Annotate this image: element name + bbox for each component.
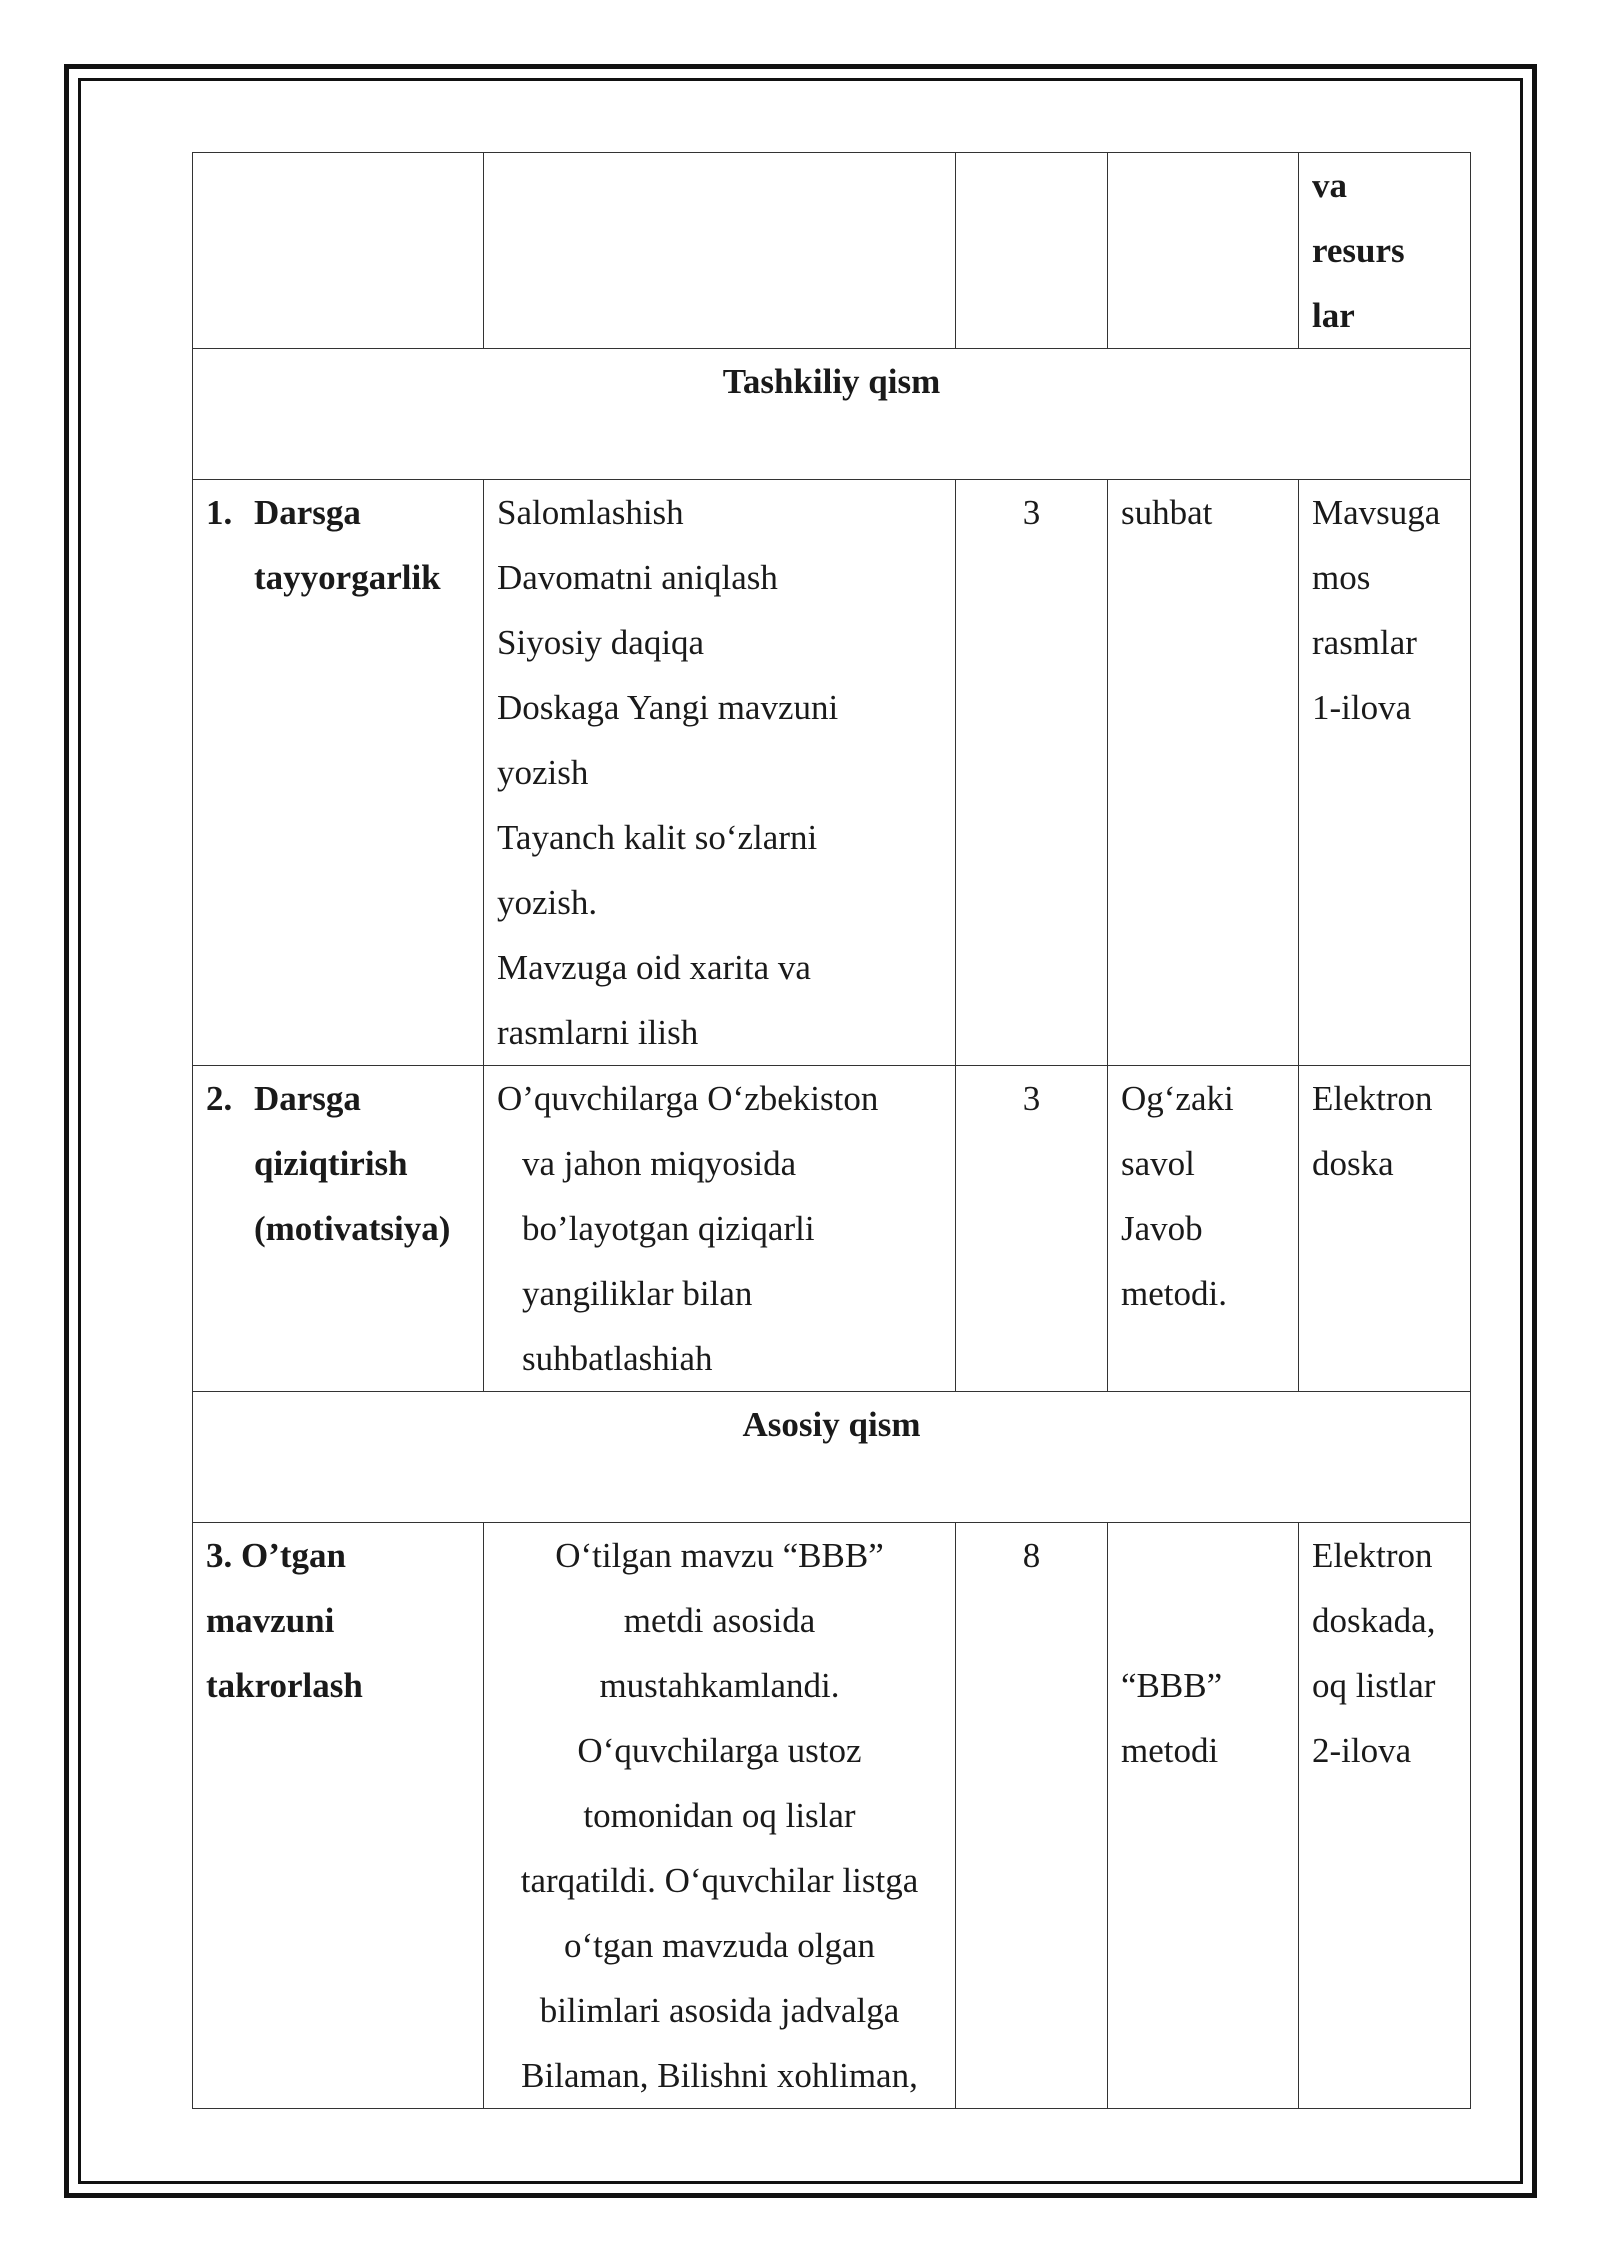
lesson-plan-table	[192, 152, 1471, 2109]
table-row	[193, 480, 1471, 1066]
method-cell: Og‘zaki savol Javob metodi.	[1108, 1066, 1299, 1392]
header-cell-1	[193, 153, 484, 349]
table-row	[193, 1523, 1471, 2109]
content-cell: Salomlashish Davomatni aniqlash Siyosiy daqiqa Doskaga Yangi mavzuni yozish Tayanch kalit so‘zlarni yozish. Mavzuga oid xarita va rasmlarni ilish	[484, 480, 956, 1066]
content-cell: O‘tilgan mavzu “BBB” metdi asosida mustahkamlandi. O‘quvchilarga ustoz tomonidan oq lislar tarqatildi. O‘quvchilar listga o‘tgan mavzuda olgan bilimlari asosida jadvalga Bilaman, Bilishni xohliman,	[484, 1523, 956, 2109]
time-cell: 8	[956, 1523, 1108, 2109]
time-cell: 3	[956, 1066, 1108, 1392]
method-cell: suhbat	[1108, 480, 1299, 1066]
section-title-tashkiliy: Tashkiliy qism	[193, 349, 1471, 480]
method-cell: “BBB” metodi	[1108, 1523, 1299, 2109]
resources-cell: Elektron doska	[1299, 1066, 1471, 1392]
stage-cell: 1. Darsga tayyorgarlik	[193, 480, 484, 1066]
header-cell-3	[956, 153, 1108, 349]
table-row	[193, 1066, 1471, 1392]
header-cell-4	[1108, 153, 1299, 349]
header-cell-resources: va resurs lar	[1299, 153, 1471, 349]
stage-number: 2.	[206, 1079, 233, 1118]
stage-cell: 2. Darsga qiziqtirish (motivatsiya)	[193, 1066, 484, 1392]
header-cell-2	[484, 153, 956, 349]
stage-number: 1.	[206, 493, 233, 532]
content-cell: O’quvchilarga O‘zbekiston va jahon miqyosida bo’layotgan qiziqarli yangiliklar bilan suhbatlashiah	[484, 1066, 956, 1392]
time-cell: 3	[956, 480, 1108, 1066]
section-row-tashkiliy	[193, 349, 1471, 480]
stage-cell: 3. O’tgan mavzuni takrorlash	[193, 1523, 484, 2109]
section-row-asosiy	[193, 1392, 1471, 1523]
resources-cell: Mavsuga mos rasmlar 1-ilova	[1299, 480, 1471, 1066]
section-title-asosiy: Asosiy qism	[193, 1392, 1471, 1523]
table-header-row	[193, 153, 1471, 349]
resources-cell: Elektron doskada, oq listlar 2-ilova	[1299, 1523, 1471, 2109]
